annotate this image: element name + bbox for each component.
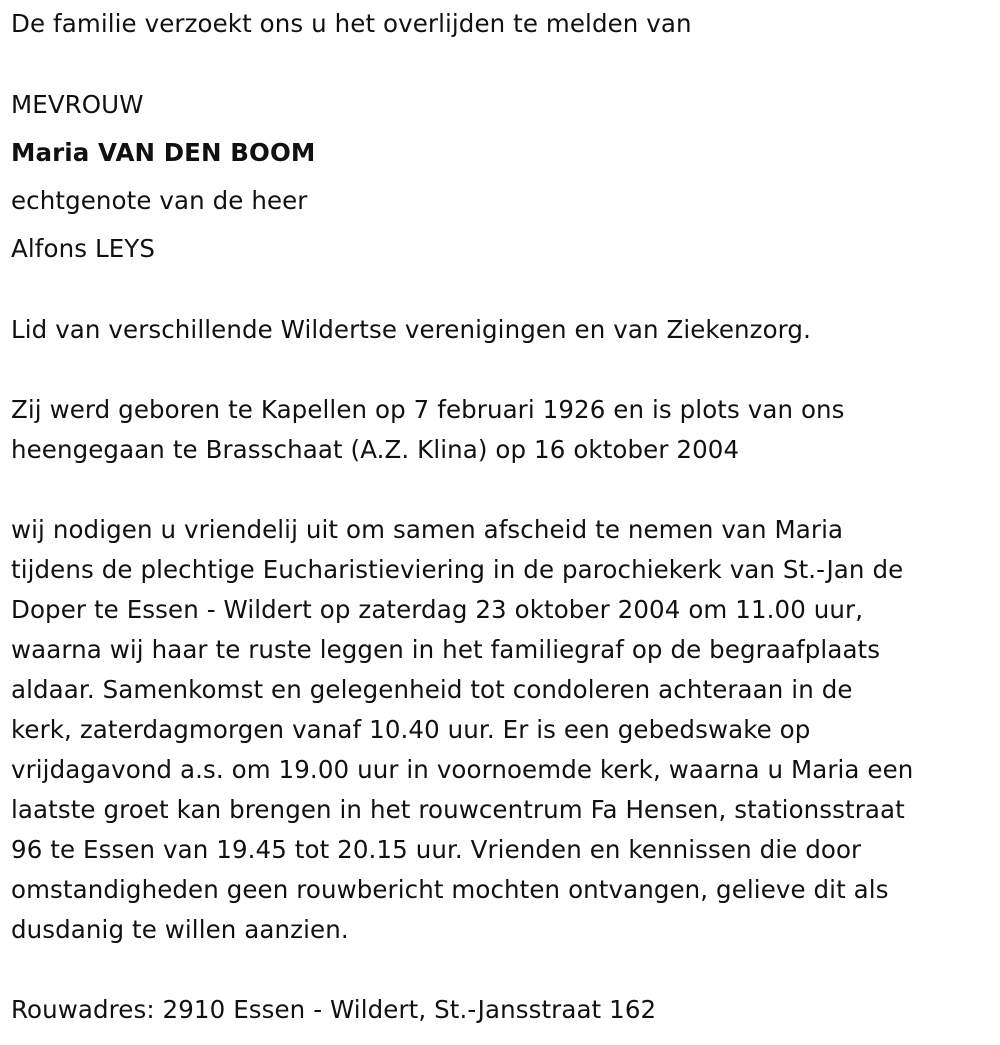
invitation-line: Doper te Essen - Wildert op zaterdag 23 oktober 2004 om 11.00 uur, (11, 595, 864, 624)
invitation-line: laatste groet kan brengen in het rouwcentrum Fa Hensen, stationsstraat (11, 795, 905, 824)
spouse-label: echtgenote van de heer (11, 186, 308, 215)
birth-line: heengegaan te Brasschaat (A.Z. Klina) op 16 oktober 2004 (11, 435, 740, 464)
intro-text: De familie verzoekt ons u het overlijden te melden van (11, 9, 692, 38)
invitation-line: dusdanig te willen aanzien. (11, 915, 349, 944)
mourning-address: Rouwadres: 2910 Essen - Wildert, St.-Jansstraat 162 (11, 995, 657, 1024)
invitation-line: kerk, zaterdagmorgen vanaf 10.40 uur. Er is een gebedswake op (11, 715, 811, 744)
title-text: MEVROUW (11, 90, 144, 119)
invitation-line: omstandigheden geen rouwbericht mochten ontvangen, gelieve dit als (11, 875, 889, 904)
invitation-line: waarna wij haar te ruste leggen in het familiegraf op de begraafplaats (11, 635, 881, 664)
invitation-line: tijdens de plechtige Eucharistieviering in de parochiekerk van St.-Jan de (11, 555, 904, 584)
birth-line: Zij werd geboren te Kapellen op 7 februari 1926 en is plots van ons (11, 395, 845, 424)
invitation-line: 96 te Essen van 19.45 tot 20.15 uur. Vrienden en kennissen die door (11, 835, 862, 864)
membership-text: Lid van verschillende Wildertse verenigingen en van Ziekenzorg. (11, 315, 811, 344)
deceased-name: Maria VAN DEN BOOM (11, 138, 316, 167)
invitation-line: wij nodigen u vriendelij uit om samen afscheid te nemen van Maria (11, 515, 844, 544)
spouse-name: Alfons LEYS (11, 234, 156, 263)
invitation-line: vrijdagavond a.s. om 19.00 uur in voornoemde kerk, waarna u Maria een (11, 755, 914, 784)
invitation-line: aldaar. Samenkomst en gelegenheid tot condoleren achteraan in de (11, 675, 853, 704)
